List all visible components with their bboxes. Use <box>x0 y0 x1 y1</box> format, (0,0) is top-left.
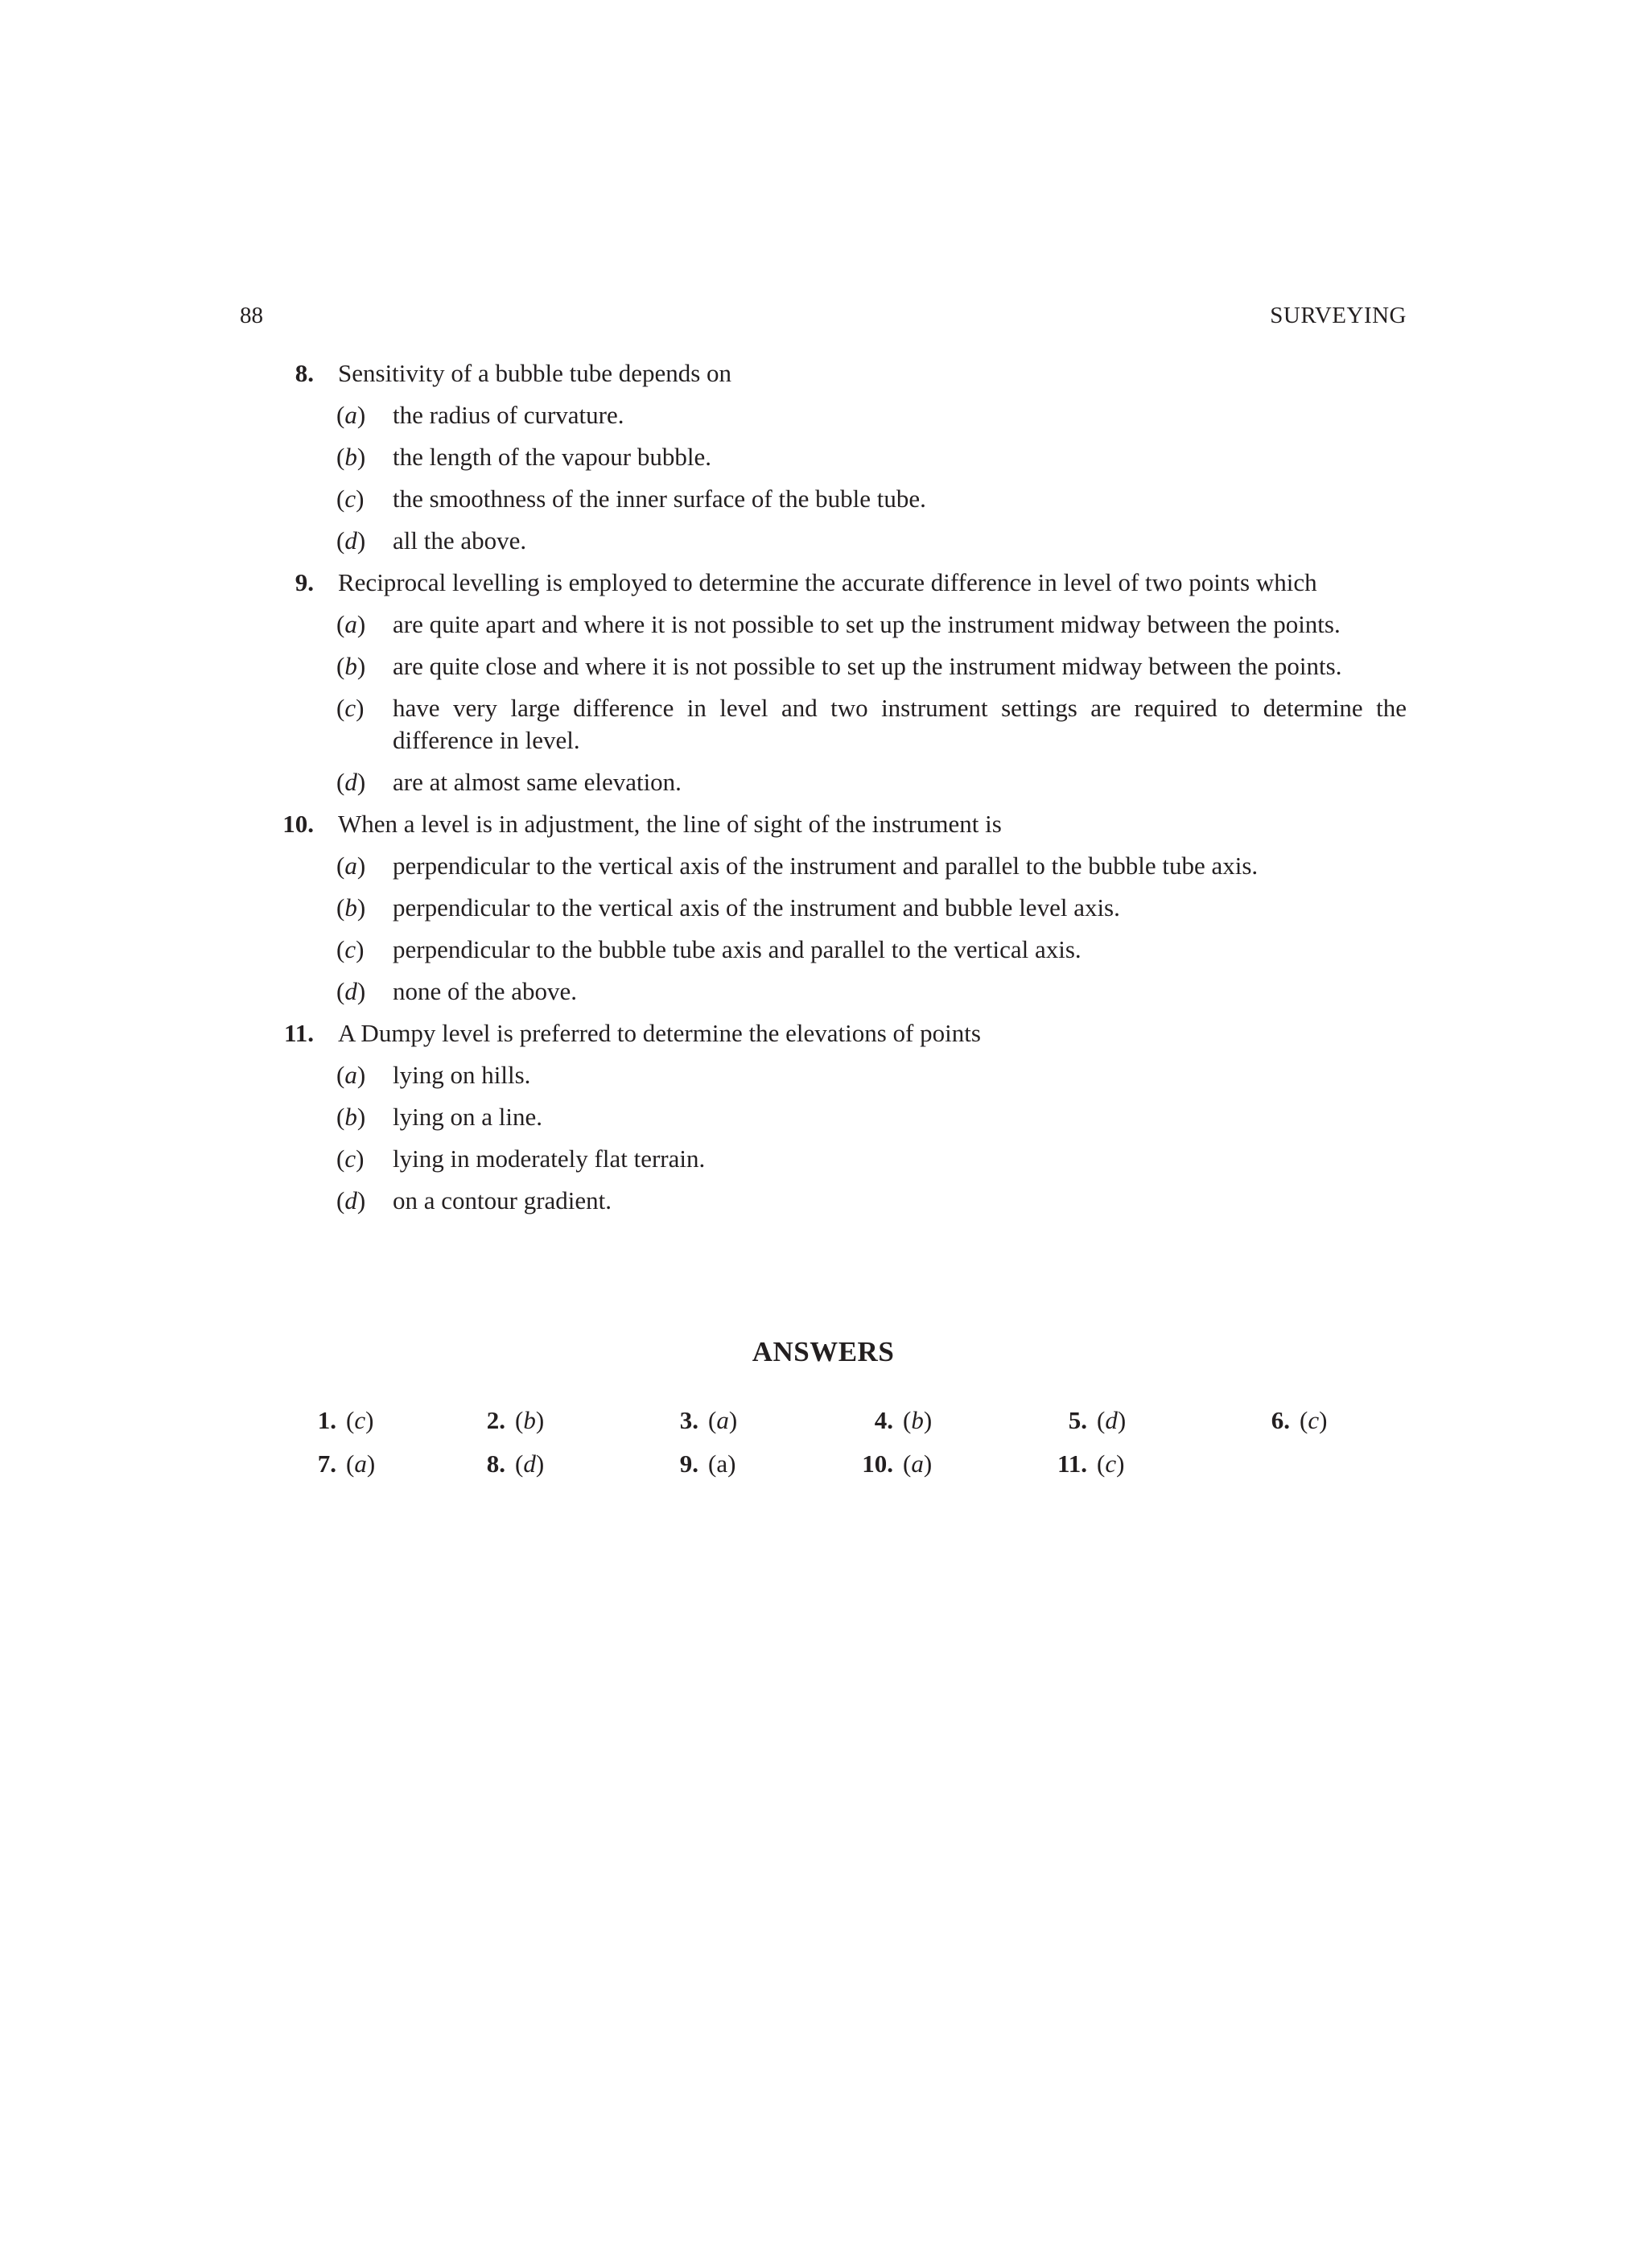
option-label: (d) <box>336 977 366 1005</box>
answer-value: (b) <box>515 1406 545 1434</box>
answer-value: (d) <box>1097 1406 1127 1434</box>
option-text: on a contour gradient. <box>393 1186 612 1214</box>
answer-value: (c) <box>1097 1449 1125 1478</box>
question-list <box>240 353 1407 1222</box>
answers-heading: ANSWERS <box>752 1336 895 1367</box>
option-text: are at almost same elevation. <box>393 768 682 796</box>
answer-letter: d <box>1105 1406 1118 1434</box>
option-label: (d) <box>336 1186 366 1214</box>
option-label: (a) <box>336 401 366 429</box>
question <box>240 1012 1407 1222</box>
option-text: the smoothness of the inner surface of the buble tube. <box>393 485 926 513</box>
answer-option <box>240 687 1407 761</box>
answer-option <box>240 1054 1407 1096</box>
answer-number: 11. <box>1057 1449 1087 1478</box>
answer-option <box>240 929 1407 971</box>
answer-option <box>240 1180 1407 1222</box>
answer-option <box>240 845 1407 887</box>
answer-option <box>240 971 1407 1012</box>
answer-option <box>240 394 1407 436</box>
option-label: (b) <box>336 652 366 680</box>
option-text: lying on hills. <box>393 1061 531 1089</box>
option-letter: d <box>344 768 357 796</box>
option-label: (d) <box>336 768 366 796</box>
option-label: (c) <box>336 1144 365 1173</box>
answer-entry <box>240 1442 1125 1486</box>
option-label: (a) <box>336 852 366 880</box>
option-label: (c) <box>336 485 365 513</box>
option-letter: c <box>344 485 356 513</box>
option-text: lying in moderately flat terrain. <box>393 1144 706 1173</box>
option-letter: b <box>344 893 357 922</box>
option-label: (c) <box>336 694 365 722</box>
option-letter: a <box>344 852 357 880</box>
answer-option <box>240 604 1407 645</box>
answers-row <box>240 1442 1407 1486</box>
answer-value: (a) <box>708 1449 736 1478</box>
answer-number: 8. <box>486 1449 505 1478</box>
option-text: perpendicular to the vertical axis of the instrument and parallel to the bubble tube axis. <box>393 852 1259 880</box>
answer-option <box>240 887 1407 929</box>
option-text: are quite close and where it is not possible to set up the instrument midway between the points. <box>393 652 1342 680</box>
answer-value: (d) <box>515 1449 545 1478</box>
answer-option <box>240 645 1407 687</box>
option-letter: d <box>344 977 357 1005</box>
answer-entry <box>240 1399 1328 1442</box>
option-label: (a) <box>336 1061 366 1089</box>
option-letter: a <box>344 610 357 638</box>
answer-letter: a <box>716 1449 728 1478</box>
answer-number: 6. <box>1271 1406 1290 1434</box>
answer-value: (b) <box>903 1406 933 1434</box>
answer-value: (a) <box>346 1449 376 1478</box>
option-text: all the above. <box>393 526 527 555</box>
question <box>240 803 1407 1012</box>
running-head <box>240 299 1407 332</box>
option-letter: b <box>344 1103 357 1131</box>
option-text: the radius of curvature. <box>393 401 624 429</box>
answer-letter: a <box>911 1449 924 1478</box>
answer-letter: a <box>354 1449 367 1478</box>
option-letter: c <box>344 694 356 722</box>
question-number: 9. <box>295 568 314 596</box>
answer-option <box>240 761 1407 803</box>
question-number: 8. <box>295 359 314 387</box>
answer-number: 3. <box>679 1406 698 1434</box>
answer-number: 5. <box>1068 1406 1087 1434</box>
option-text: perpendicular to the bubble tube axis and parallel to the vertical axis. <box>393 935 1082 963</box>
option-label: (b) <box>336 893 366 922</box>
question-number: 10. <box>282 810 314 838</box>
answers-grid <box>240 1399 1407 1486</box>
option-text: none of the above. <box>393 977 577 1005</box>
option-label: (b) <box>336 443 366 471</box>
question-text: A Dumpy level is preferred to determine the elevations of points <box>338 1019 981 1047</box>
question-stem <box>240 1012 1407 1054</box>
answer-number: 10. <box>862 1449 893 1478</box>
question-text: When a level is in adjustment, the line of sight of the instrument is <box>338 810 1002 838</box>
answer-number: 2. <box>486 1406 505 1434</box>
option-label: (b) <box>336 1103 366 1131</box>
option-text: have very large difference in level and two instrument settings are required to determine the difference in level. <box>393 694 1407 754</box>
question-text: Reciprocal levelling is employed to determine the accurate difference in level of two points which <box>338 568 1317 596</box>
question-stem <box>240 803 1407 845</box>
answer-value: (c) <box>1300 1406 1328 1434</box>
answer-option <box>240 1138 1407 1180</box>
running-title: SURVEYING <box>1270 303 1407 328</box>
answer-letter: d <box>523 1449 536 1478</box>
answers-row <box>240 1399 1407 1442</box>
question <box>240 353 1407 562</box>
question-number: 11. <box>283 1019 314 1047</box>
answer-letter: c <box>354 1406 366 1434</box>
answer-letter: c <box>1308 1406 1320 1434</box>
question <box>240 562 1407 803</box>
option-text: perpendicular to the vertical axis of the instrument and bubble level axis. <box>393 893 1120 922</box>
answer-number: 4. <box>874 1406 893 1434</box>
answer-value: (a) <box>903 1449 933 1478</box>
answer-letter: b <box>523 1406 536 1434</box>
question-stem <box>240 353 1407 394</box>
option-letter: b <box>344 443 357 471</box>
answer-option <box>240 478 1407 520</box>
option-text: are quite apart and where it is not possible to set up the instrument midway between the points. <box>393 610 1341 638</box>
answer-letter: c <box>1105 1449 1117 1478</box>
option-letter: c <box>344 1144 356 1173</box>
option-letter: d <box>344 1186 357 1214</box>
option-text: the length of the vapour bubble. <box>393 443 712 471</box>
answer-number: 9. <box>679 1449 698 1478</box>
question-text: Sensitivity of a bubble tube depends on <box>338 359 732 387</box>
answer-number: 1. <box>317 1406 336 1434</box>
answer-value: (c) <box>346 1406 374 1434</box>
answer-option <box>240 1096 1407 1138</box>
answer-number: 7. <box>317 1449 336 1478</box>
option-letter: c <box>344 935 356 963</box>
question-stem <box>240 562 1407 604</box>
answer-option <box>240 520 1407 562</box>
option-letter: d <box>344 526 357 555</box>
answer-letter: b <box>911 1406 924 1434</box>
answer-value: (a) <box>708 1406 738 1434</box>
option-text: lying on a line. <box>393 1103 542 1131</box>
page-number: 88 <box>240 303 263 328</box>
option-label: (c) <box>336 935 365 963</box>
answer-option <box>240 436 1407 478</box>
option-label: (d) <box>336 526 366 555</box>
option-label: (a) <box>336 610 366 638</box>
option-letter: b <box>344 652 357 680</box>
option-letter: a <box>344 1061 357 1089</box>
option-letter: a <box>344 401 357 429</box>
answer-letter: a <box>716 1406 729 1434</box>
